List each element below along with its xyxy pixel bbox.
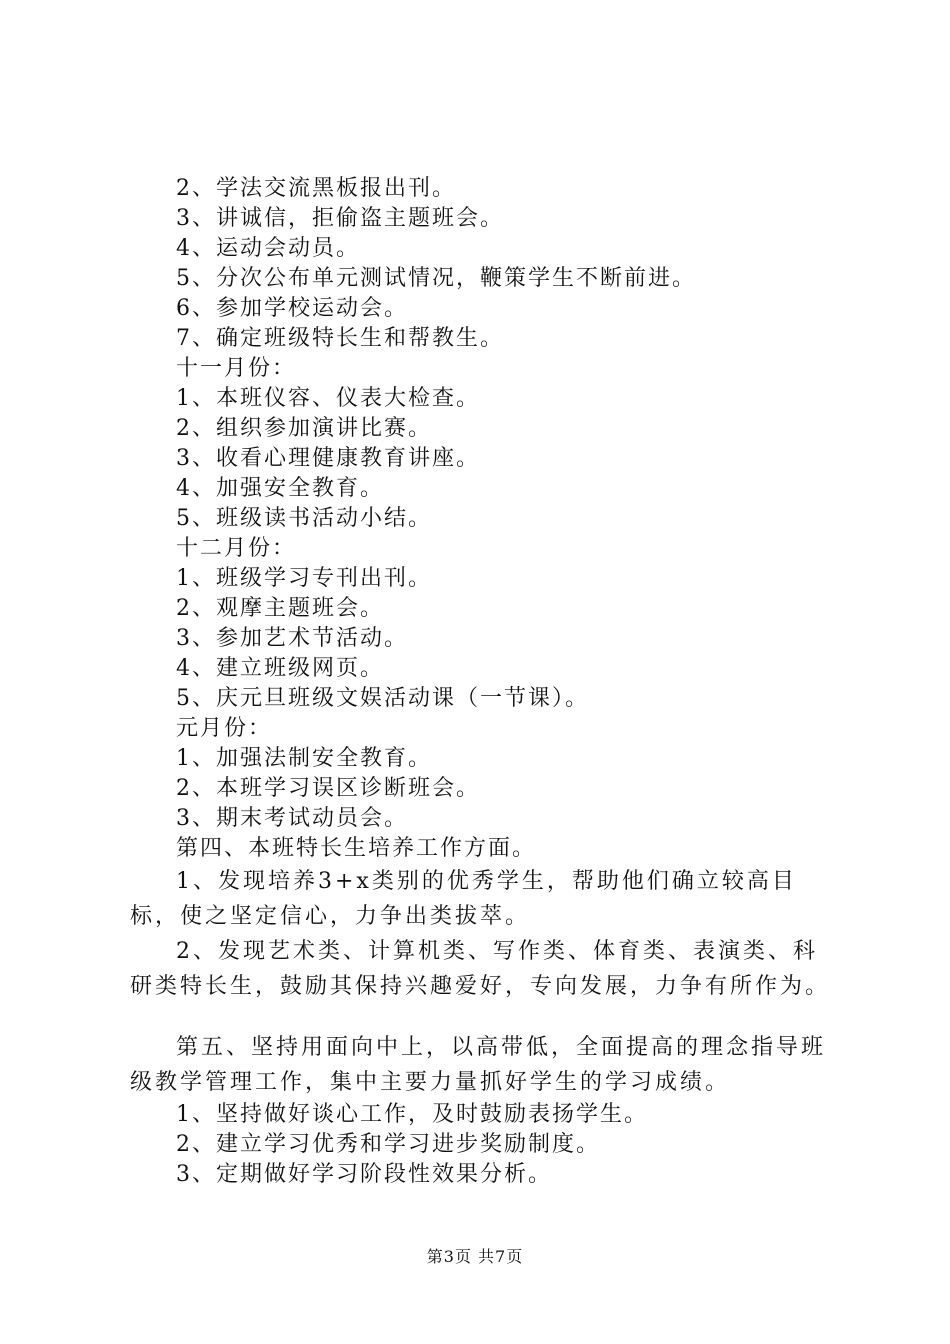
january-item: 2、本班学习误区诊断班会。	[176, 776, 480, 801]
november-item: 4、加强安全教育。	[176, 476, 384, 501]
december-item: 1、班级学习专刊出刊。	[176, 566, 432, 591]
january-item: 1、加强法制安全教育。	[176, 746, 432, 771]
paragraph-gap	[130, 1004, 835, 1030]
january-heading: 元月份：	[176, 716, 273, 741]
page-footer: 第3页 共7页	[426, 1247, 524, 1266]
section4-paragraph: 2、发现艺术类、计算机类、写作类、体育类、表演类、科研类特长生，鼓励其保持兴趣爱好，专向发展，力争有所作为。	[130, 939, 831, 999]
december-item: 2、观摩主题班会。	[176, 596, 384, 621]
december-item: 5、庆元旦班级文娱活动课（一节课）。	[176, 686, 589, 711]
november-item: 5、班级读书活动小结。	[176, 506, 432, 531]
january-item: 3、期末考试动员会。	[176, 806, 408, 831]
october-item: 4、运动会动员。	[176, 236, 360, 261]
november-heading: 十一月份：	[176, 356, 297, 381]
december-item: 3、参加艺术节活动。	[176, 626, 408, 651]
section4-paragraph: 1、发现培养3+x类别的优秀学生，帮助他们确立较高目标，使之坚定信心，力争出类拔萃。	[130, 869, 797, 929]
october-item: 6、参加学校运动会。	[176, 296, 408, 321]
november-item: 3、收看心理健康教育讲座。	[176, 446, 480, 471]
november-item: 2、组织参加演讲比赛。	[176, 416, 432, 441]
december-item: 4、建立班级网页。	[176, 656, 384, 681]
october-item: 5、分次公布单元测试情况，鞭策学生不断前进。	[176, 266, 696, 291]
november-item: 1、本班仪容、仪表大检查。	[176, 386, 480, 411]
section5-item: 3、定期做好学习阶段性效果分析。	[176, 1162, 552, 1187]
section5-paragraph: 第五、坚持用面向中上，以高带低，全面提高的理念指导班级教学管理工作，集中主要力量抓好学生的学习成绩。	[130, 1035, 827, 1095]
october-item: 2、学法交流黑板报出刊。	[176, 176, 456, 201]
section4-heading: 第四、本班特长生培养工作方面。	[176, 836, 537, 861]
december-heading: 十二月份：	[176, 536, 297, 561]
october-item: 3、讲诚信，拒偷盗主题班会。	[176, 206, 504, 231]
october-item: 7、确定班级特长生和帮教生。	[176, 326, 504, 351]
section5-item: 2、建立学习优秀和学习进步奖励制度。	[176, 1132, 600, 1157]
document-body	[130, 174, 835, 1190]
section5-item: 1、坚持做好谈心工作，及时鼓励表扬学生。	[176, 1102, 648, 1127]
